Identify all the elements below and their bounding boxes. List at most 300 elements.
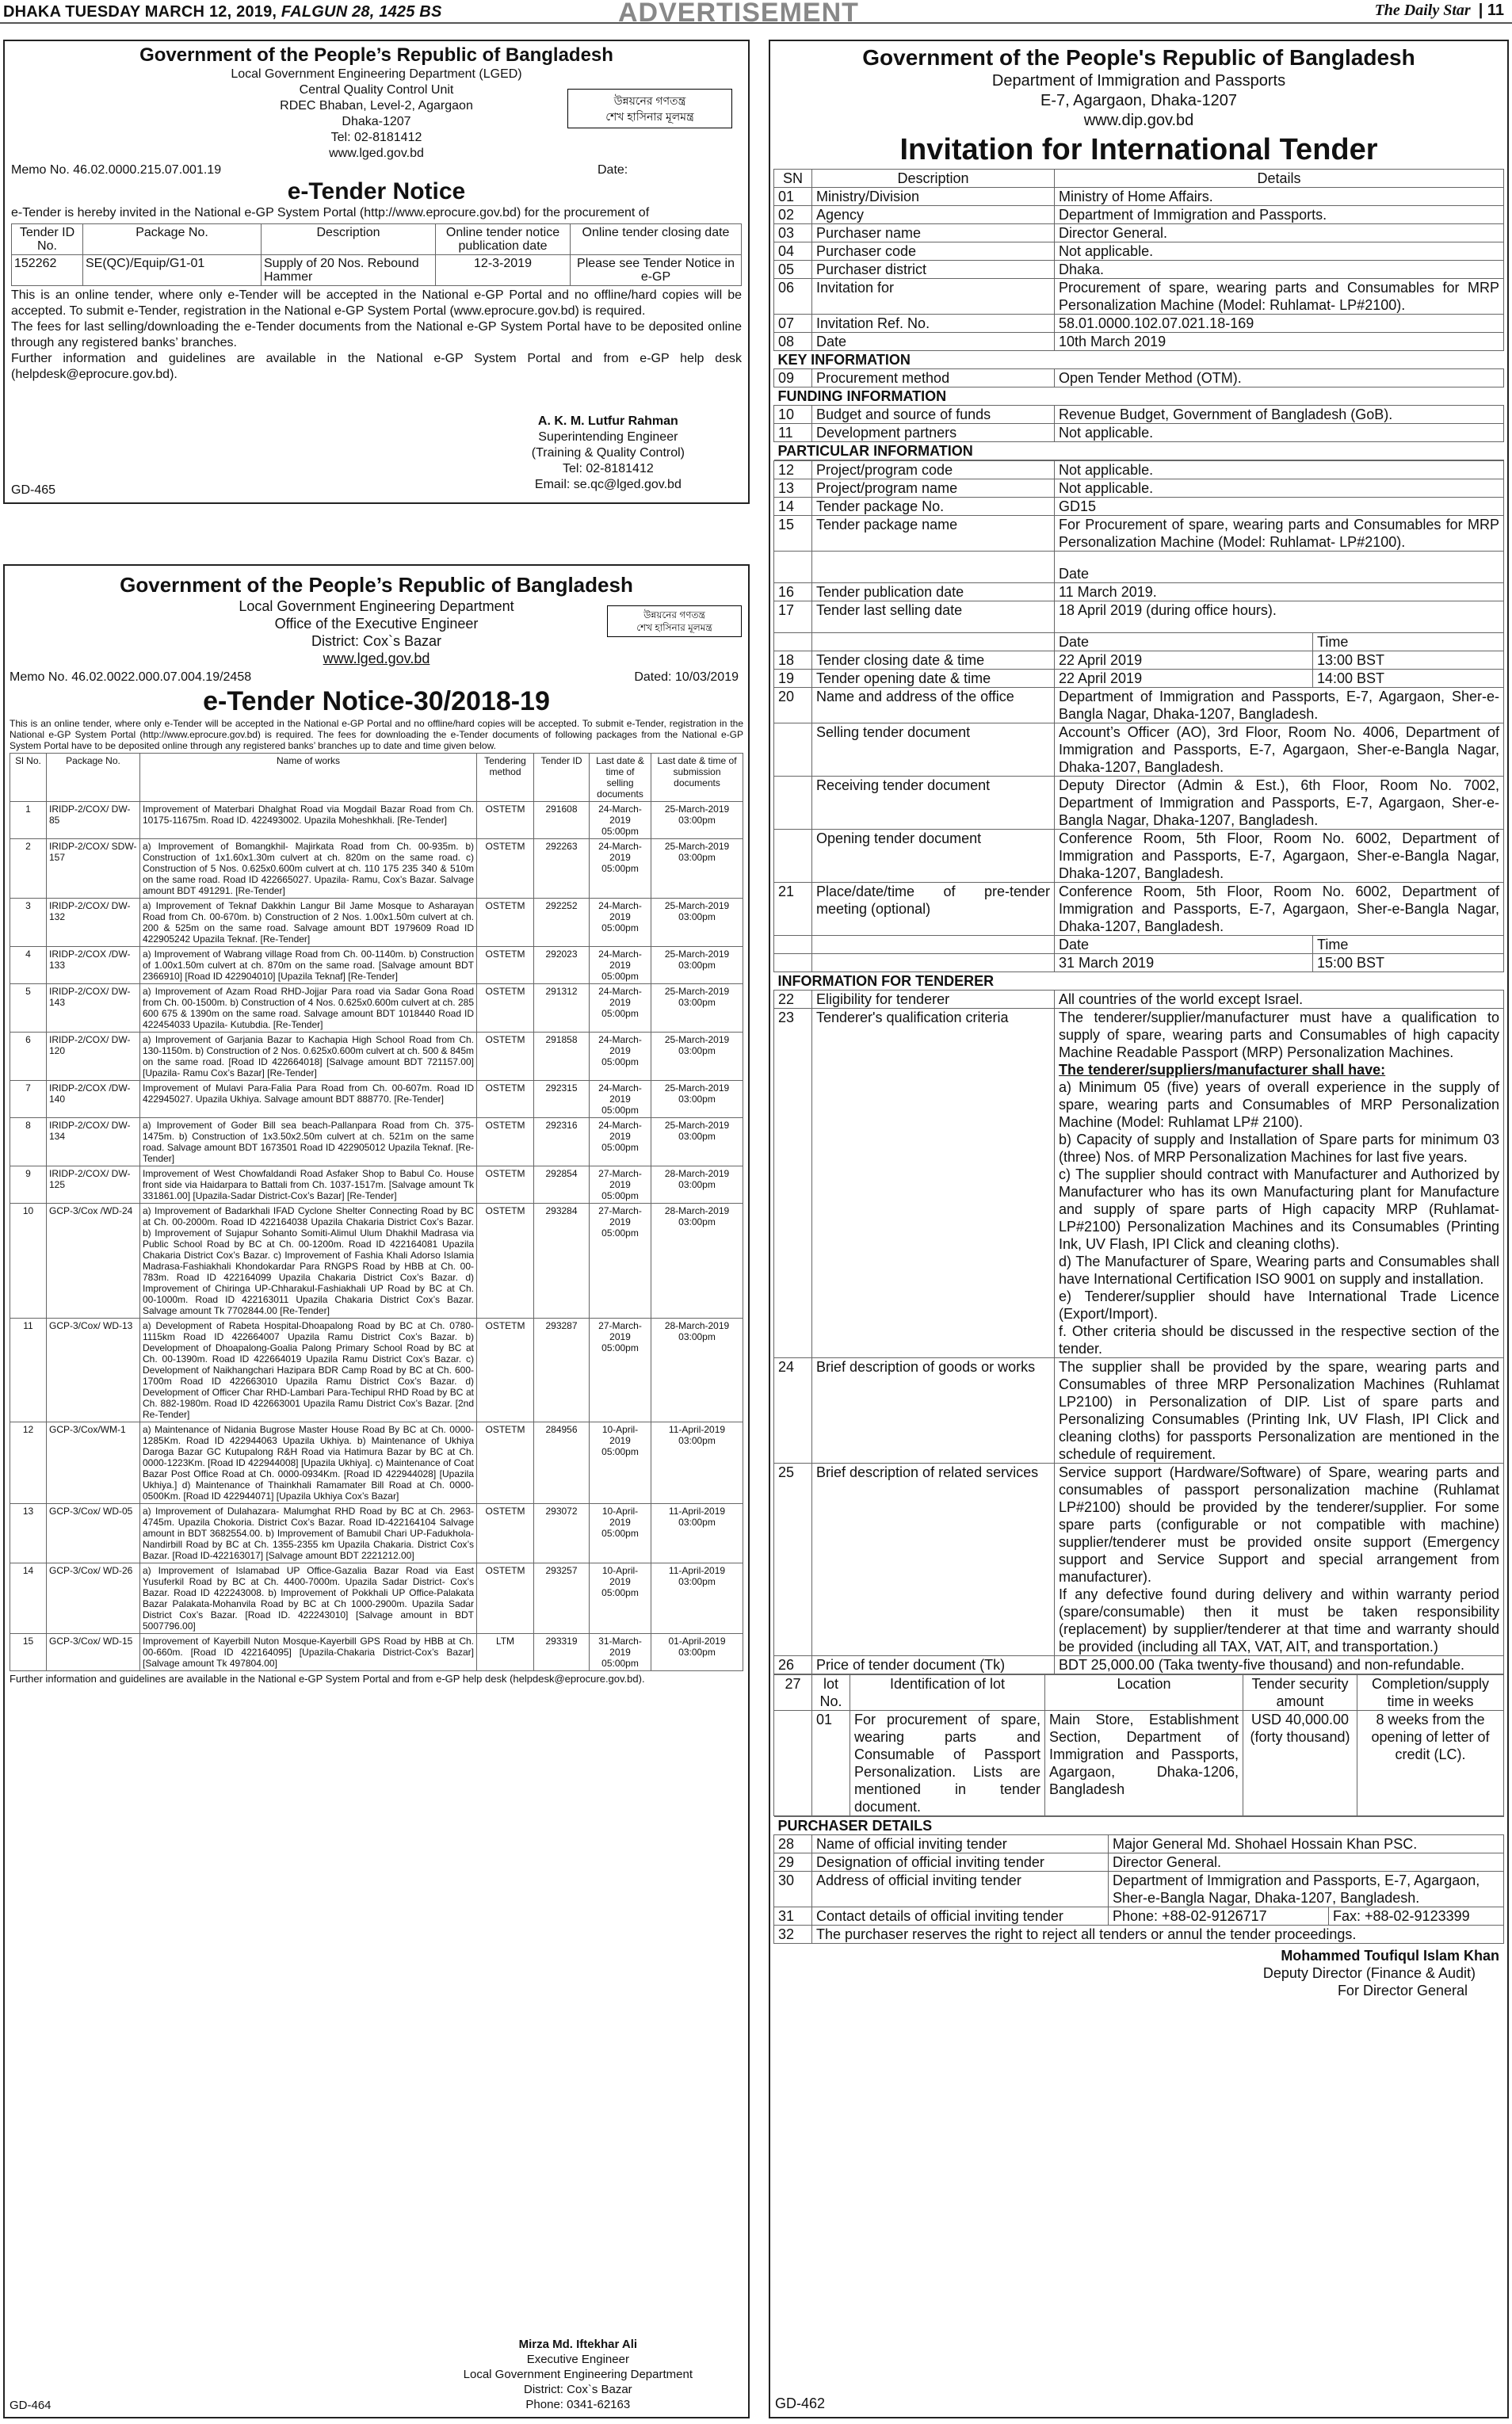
ad1-line: Tel: 02-8181412 xyxy=(330,131,422,144)
cell: 12 xyxy=(10,1422,47,1504)
ad3-address xyxy=(773,71,1504,131)
cell: 30 xyxy=(774,1872,812,1907)
cell: IRIDP-2/COX/ SDW-157 xyxy=(47,839,140,899)
cell: 03 xyxy=(774,224,812,242)
ad3-signature xyxy=(773,1947,1504,1999)
ad-lged-coxsbazar xyxy=(3,564,750,2418)
cell: Place/date/time of pre-tender meeting (optional) xyxy=(812,883,1055,936)
cell: Procurement method xyxy=(812,369,1055,387)
cell: Tender opening date & time xyxy=(812,670,1055,688)
works-cell: a) Improvement of Goder Bill sea beach-Pallanpara Road from Ch. 375-1475m. b) Construction of 1x3.50x2.50m culvert at ch. 521m on the same road. Salvage amount BDT 1673501 Road ID 422905012 Upazila Teknaf. [Re-Tender] xyxy=(140,1118,477,1166)
table-row xyxy=(10,1118,743,1166)
cell: Address of official inviting tender xyxy=(812,1872,1109,1907)
table-row xyxy=(10,1204,743,1319)
cell: 25-March-2019 03:00pm xyxy=(651,1118,743,1166)
cell: 29 xyxy=(774,1853,812,1872)
ad1-line: RDEC Bhaban, Level-2, Agargaon xyxy=(280,99,473,113)
ad3-line: Department of Immigration and Passports xyxy=(991,72,1286,90)
cell: 292854 xyxy=(534,1166,590,1204)
stamp-line: শেখ হাসিনার মূলমন্ত্র xyxy=(636,622,712,633)
cell: IRIDP-2/COX /DW- 133 xyxy=(47,947,140,984)
cell: 01 xyxy=(774,188,812,206)
cell: 01 xyxy=(812,1711,850,1816)
table-row xyxy=(10,1504,743,1563)
cell: 11 xyxy=(774,424,812,442)
cell: 293072 xyxy=(534,1504,590,1563)
table-row xyxy=(774,688,1504,723)
ad3-rows xyxy=(774,188,1504,351)
cell: Budget and source of funds xyxy=(812,406,1055,424)
cell: Director General. xyxy=(1109,1853,1504,1872)
criteria-heading: The tenderer/suppliers/manufacturer shall have: xyxy=(1059,1062,1386,1078)
works-cell: a) Improvement of Dulahazara- Malumghat RHD Road by BC at Ch. 2963-4745m. Upazila Chokoria. District Cox’s Bazar. Road ID-422164104 Salvage amount in BDT 3682554.00. b) Improvement of Bamubil Chari UP-Fadukhola-Nandirbill Road by BC at Ch. 1355-2355 km Upazila Chakaria. District Cox’s Bazar. [Road ID-422163017] [Salvage amount BDT 2221212.00] xyxy=(140,1504,477,1563)
ad1-paragraph: Further information and guidelines are available in the National e-GP System Portal and from e-GP help desk (helpdesk@eprocure.gov.bd). xyxy=(11,352,742,381)
paper-name: The Daily Star xyxy=(1374,2,1471,19)
cell xyxy=(1055,1009,1504,1358)
page-number: 11 xyxy=(1487,2,1504,19)
cell: IRIDP-2/COX/ DW- 143 xyxy=(47,984,140,1033)
header-date: DHAKA TUESDAY MARCH 12, 2019, xyxy=(3,3,277,21)
header-page: The Daily Star | 11 xyxy=(1374,2,1504,19)
cell: 11 March 2019. xyxy=(1055,583,1504,601)
cell: 07 xyxy=(774,315,812,333)
cell: 18 xyxy=(774,651,812,670)
section-title: KEY INFORMATION xyxy=(774,351,1504,369)
cell: 04 xyxy=(774,242,812,261)
table-row xyxy=(774,261,1504,279)
cell: OSTETM xyxy=(477,802,534,839)
cell: SE(QC)/Equip/G1-01 xyxy=(83,255,262,286)
table-row xyxy=(774,461,1504,479)
table-row xyxy=(774,883,1504,936)
cell: 24 xyxy=(774,1358,812,1464)
ad3-purchaser-table xyxy=(773,1816,1504,1944)
table-row xyxy=(774,954,1504,972)
cell: 292315 xyxy=(534,1081,590,1118)
ad2-title: Government of the People’s Republic of Bangladesh xyxy=(120,573,633,597)
header-date-bn: FALGUN 28, 1425 BS xyxy=(281,3,442,21)
ad2-heading: e-Tender Notice-30/2018-19 xyxy=(203,686,550,716)
cell: Not applicable. xyxy=(1055,479,1504,498)
ad3-line: E-7, Agargaon, Dhaka-1207 xyxy=(1040,92,1237,109)
cell: The purchaser reserves the right to reject all tenders or annul the tender proceedings. xyxy=(812,1926,1504,1944)
works-cell: a) Improvement of Garjania Bazar to Kachapia High School Road from Ch. 130-1150m. b) Construction of 2 Nos. 0.625x0.600m culvert at ch. 500 & 845m on the same road. [Road ID 422664018] [Salvage amount BDT 721157.00] [Upazila- Ramu Cox’s Bazar] [Re-Tender] xyxy=(140,1033,477,1081)
table-row xyxy=(10,984,743,1033)
cell: Department of Immigration and Passports. xyxy=(1055,206,1504,224)
cell: OSTETM xyxy=(477,839,534,899)
section-title: PARTICULAR INFORMATION xyxy=(774,442,1504,460)
works-cell: a) Improvement of Islamabad UP Office-Gazalia Bazar Road via East Yusuferkil Road by BC at Ch. 4400-7000m. Upazila Sadar District- Cox’s Bazar. Road ID 422243008. b) Improvement of Pokkhali UP Office-Palakata Bazar Palakata-Mohanvila Road by BC at Ch 1000-2900m. Upazila Sadar District Cox’s Bazar. [Road ID. 422243010] [Salvage amount in BDT 5007796.00] xyxy=(140,1563,477,1634)
cell: IRIDP-2/COX/ DW- 134 xyxy=(47,1118,140,1166)
cell: 28-March-2019 03:00pm xyxy=(651,1166,743,1204)
table-row xyxy=(774,498,1504,516)
ad-lged-qc xyxy=(3,40,750,504)
section-row xyxy=(774,387,1504,406)
cell: 10-April-2019 05:00pm xyxy=(590,1563,651,1634)
cell: Tender package name xyxy=(812,516,1055,552)
signer-email[interactable]: Email: se.qc@lged.gov.bd xyxy=(534,478,682,491)
table-row xyxy=(10,802,743,839)
cell: IRIDP-2/COX/ DW- 132 xyxy=(47,899,140,947)
works-cell: a) Improvement of Bomangkhil- Majirkata Road from Ch. 00-935m. b) Construction of 1x1.60x1.30m culvert at ch. 820m on the same road. c) Construction of 5 Nos. 0.625x0.600m culvert at ch. 110 175 235 340 & 510m on the same road. Road ID 422665027. Upazila- Ramu, Cox’s Bazar. Salvage amount BDT 491291. [Re-Tender] xyxy=(140,839,477,899)
table-row xyxy=(774,479,1504,498)
cell: 16 xyxy=(774,583,812,601)
criteria-item: a) Minimum 05 (five) years of overall experience in the supply of spare, wearing parts and Consumables of MRP Personalization Machine (Model: Ruhlamat LP# 2100). xyxy=(1059,1079,1499,1130)
cell: 5 xyxy=(10,984,47,1033)
table-row xyxy=(10,1422,743,1504)
cell: 152262 xyxy=(12,255,83,286)
cell: 22 April 2019 xyxy=(1055,651,1313,670)
cell: 12 xyxy=(774,461,812,479)
cell: 25-March-2019 03:00pm xyxy=(651,839,743,899)
table-row xyxy=(10,839,743,899)
col-header: Sl No. xyxy=(10,754,47,802)
cell: 27-March-2019 05:00pm xyxy=(590,1166,651,1204)
ad2-intro: This is an online tender, where only e-Tender will be accepted in the National e-GP Portal and no offline/hard copies will be accepted. To submit e-Tender, registration in the National e-GP System Portal (http://www.eprocure.gov.bd) is required. The fees for downloading the e-Tender documents of following packages from the National e-GP System Portal have to be deposited online through any registered banks’ branches up to date and time given below. xyxy=(10,718,743,751)
signer-name: Mohammed Toufiqul Islam Khan xyxy=(1281,1948,1499,1964)
table-row xyxy=(774,516,1504,552)
cell: 11-April-2019 03:00pm xyxy=(651,1563,743,1634)
cell: GCP-3/Cox/ WD-15 xyxy=(47,1634,140,1671)
cell: Tender last selling date xyxy=(812,601,1055,633)
cell: All countries of the world except Israel. xyxy=(1055,991,1504,1009)
table-row xyxy=(774,1656,1504,1674)
table-row xyxy=(774,1926,1504,1944)
works-cell: a) Improvement of Wabrang village Road from Ch. 00-1140m. b) Construction of 1.00x1.50m culvert at ch. 870m on the same road. [Salvage amount BDT 2366910] [Road ID 422904010] [Upazila Teknaf] [Re-Tender] xyxy=(140,947,477,984)
cell: Revenue Budget, Government of Bangladesh (GoB). xyxy=(1055,406,1504,424)
ad1-intro: e-Tender is hereby invited in the National e-GP System Portal (http://www.eprocure.gov.bd) for the procurement of xyxy=(11,206,650,219)
cell: 05 xyxy=(774,261,812,279)
table-row xyxy=(774,206,1504,224)
ad1-memo-row xyxy=(11,163,742,178)
cell xyxy=(774,1711,812,1816)
table-header xyxy=(10,754,743,802)
cell: Account’s Officer (AO), 3rd Floor, Room No. 4006, Department of Immigration and Passports, E-7, Agargaon, Sher-e-Bangla Nagar, Dhaka-1207, Bangladesh. xyxy=(1055,723,1504,777)
slogan-stamp xyxy=(567,89,732,128)
cell: Designation of official inviting tender xyxy=(812,1853,1109,1872)
cell: Price of tender document (Tk) xyxy=(812,1656,1055,1674)
cell: 293319 xyxy=(534,1634,590,1671)
cell: Selling tender document xyxy=(812,723,1055,777)
cell: 14 xyxy=(10,1563,47,1634)
cell: OSTETM xyxy=(477,1033,534,1081)
cell: Name and address of the office xyxy=(812,688,1055,723)
cell: 10 xyxy=(10,1204,47,1319)
table-row xyxy=(774,651,1504,670)
cell: GD15 xyxy=(1055,498,1504,516)
stamp-line: শেখ হাসিনার মূলমন্ত্র xyxy=(605,110,694,123)
cell: Project/program code xyxy=(812,461,1055,479)
cell: 28-March-2019 03:00pm xyxy=(651,1204,743,1319)
cell: 09 xyxy=(774,369,812,387)
cell xyxy=(774,633,812,651)
works-cell: Improvement of Materbari Dhalghat Road via Mogdail Bazar Road from Ch. 10175-11675m. Road ID. 422493002. Upazila Moheshkhali. [Re-Tender] xyxy=(140,802,477,839)
cell: 11-April-2019 03:00pm xyxy=(651,1504,743,1563)
criteria-item: d) The Manufacturer of Spare, Wearing parts and Consumables shall have International Certification ISO 9001 on supply and installation. xyxy=(1059,1254,1499,1287)
ad2-line: Office of the Executive Engineer xyxy=(274,616,479,632)
cell: 23 xyxy=(774,1009,812,1358)
ad1-date: Date: xyxy=(598,163,628,177)
cell: 3 xyxy=(10,899,47,947)
ad1-line: Central Quality Control Unit xyxy=(299,83,454,97)
cell: OSTETM xyxy=(477,899,534,947)
cell: 10-April-2019 05:00pm xyxy=(590,1504,651,1563)
cell: Ministry/Division xyxy=(812,188,1055,206)
cell: Tender publication date xyxy=(812,583,1055,601)
cell: 284956 xyxy=(534,1422,590,1504)
cell: Department of Immigration and Passports, E-7, Agargaon, Sher-e-Bangla Nagar, Dhaka-1207, Bangladesh. xyxy=(1055,688,1504,723)
service-text: Service support (Hardware/Software) of Spare, wearing parts and consumables of passport personalization machine (Ruhlamat LP#2100) should be provided by the tenderer/supplier. For some spare parts (configurable or not compatible with machine) supplier/tenderer must be provided onsite support (Emergency support and Service Support and special arrangement from manufacturer). xyxy=(1059,1464,1499,1585)
ad1-paragraph: This is an online tender, where only e-Tender will be accepted in the National e-GP Portal and no offline/hard copies will be accepted. To submit e-Tender, registration in the National e-GP System Portal (www.eprocure.gov.bd) is required. xyxy=(11,288,742,318)
cell: 31-March-2019 05:00pm xyxy=(590,1634,651,1671)
cell: OSTETM xyxy=(477,947,534,984)
cell: 291312 xyxy=(534,984,590,1033)
cell: 32 xyxy=(774,1926,812,1944)
section-title: PURCHASER DETAILS xyxy=(774,1817,1504,1835)
cell: 08 xyxy=(774,333,812,351)
cell: 01-April-2019 03:00pm xyxy=(651,1634,743,1671)
stamp-line: উন্নয়নের গণতন্ত্র xyxy=(613,94,686,107)
table-row xyxy=(774,188,1504,206)
table-row xyxy=(774,552,1504,583)
cell: Brief description of related services xyxy=(812,1464,1055,1656)
cell: Dhaka. xyxy=(1055,261,1504,279)
cell: 8 xyxy=(10,1118,47,1166)
cell: Receiving tender document xyxy=(812,777,1055,830)
cell: USD 40,000.00 (forty thousand) xyxy=(1243,1711,1357,1816)
cell: OSTETM xyxy=(477,1204,534,1319)
ad1-paragraph: The fees for last selling/downloading the e-Tender documents from the National e-GP System Portal have to be deposited online through any registered banks’ branches. xyxy=(11,320,742,349)
cell: 13 xyxy=(10,1504,47,1563)
ad1-table xyxy=(11,223,742,286)
table-row xyxy=(774,601,1504,633)
cell: 24-March-2019 05:00pm xyxy=(590,984,651,1033)
cell: 19 xyxy=(774,670,812,688)
cell xyxy=(812,936,1055,954)
cell: OSTETM xyxy=(477,1563,534,1634)
criteria-item: f. Other criteria should be discussed in the respective section of the tender. xyxy=(1059,1323,1499,1357)
cell: IRIDP-2/COX/ DW-125 xyxy=(47,1166,140,1204)
cell: Major General Md. Shohael Hossain Khan PSC. xyxy=(1109,1835,1504,1853)
cell: 292263 xyxy=(534,839,590,899)
cell: Development partners xyxy=(812,424,1055,442)
table-row xyxy=(10,899,743,947)
signer-name: A. K. M. Lutfur Rahman xyxy=(537,414,678,428)
cell: 25 xyxy=(774,1464,812,1656)
table-row xyxy=(774,1907,1504,1926)
cell: Date xyxy=(1055,633,1313,651)
col-header: Completion/supply time in weeks xyxy=(1357,1675,1504,1711)
criteria-item: e) Tenderer/supplier should have International Trade Licence (Export/Import). xyxy=(1059,1288,1499,1322)
cell: Eligibility for tenderer xyxy=(812,991,1055,1009)
works-cell: a) Improvement of Badarkhali IFAD Cyclone Shelter Connecting Road by BC at Ch. 00-2000m. Road ID 422164038 Upazila Chakaria District Cox’s Bazar. b) Improvement of Sujapur Sohanto Somiti-Alimul Ulum Dhakhil Madrasa via Public School Road by BC at Ch. 00-1200m. Road ID 422164081 Upazila Chakaria District Cox’s Bazar. c) Improvement of Fashia Khali Adorso Islamia Madrasa-Fashiakhali Khondokardar Para RNGPS Road by HBB at Ch. 00-783m. Road ID 422164099 Upazila Chakaria District Cox’s Bazar. d) Improvement of Chiringa UP-Chharakul-Fashiakhali UP Road by BC at Ch. 00-1000m. Road ID 422163011 Upazila Chakaria District Cox’s Bazar. Salvage amount Tk 7702844.00 [Re-Tender] xyxy=(140,1204,477,1319)
cell: Main Store, Establishment Section, Department of Immigration and Passports, Agargaon, Dhaka-1206, Bangladesh xyxy=(1045,1711,1243,1816)
ad2-website[interactable]: www.lged.gov.bd xyxy=(323,651,430,666)
table-header xyxy=(12,224,742,255)
cell: 24-March-2019 05:00pm xyxy=(590,1081,651,1118)
section-title: FUNDING INFORMATION xyxy=(774,387,1504,406)
cell: 17 xyxy=(774,601,812,633)
ad2-line: Local Government Engineering Department xyxy=(239,598,514,614)
col-header: Tender security amount xyxy=(1243,1675,1357,1711)
cell: Not applicable. xyxy=(1055,242,1504,261)
works-cell: a) Improvement of Azam Road RHD-Jojjar Para road via Sadar Gona Road from Ch. 00-1500m. b) Construction of 4 Nos. 0.625x0.600m culvert at ch. 285 600 675 & 1390m on the same road. Salvage amount BDT 1018440 Road ID 422454033 Upazila- Kutubdia. [Re-Tender] xyxy=(140,984,477,1033)
cell: 31 March 2019 xyxy=(1055,954,1313,972)
ad1-line: Local Government Engineering Department (LGED) xyxy=(231,67,522,81)
cell: 06 xyxy=(774,279,812,315)
header-dateline xyxy=(3,3,442,21)
cell: 15:00 BST xyxy=(1313,954,1504,972)
ad1-website[interactable]: www.lged.gov.bd xyxy=(329,147,424,160)
service-text: If any defective found during delivery and within warranty period (spare/consumable) then it must be taken responsibility (replacement) by supplier/tenderer at that time and warranty should be provided (including all TAX, VAT, AIT, and transportation.) xyxy=(1059,1586,1499,1655)
cell: 13 xyxy=(774,479,812,498)
cell: GCP-3/Cox /WD-24 xyxy=(47,1204,140,1319)
cell: Ministry of Home Affairs. xyxy=(1055,188,1504,206)
cell: IRIDP-2/COX /DW- 140 xyxy=(47,1081,140,1118)
works-cell: a) Maintenance of Nidania Bugrose Master House Road By BC at Ch. 0000-1285Km. Road ID 422944063 Upazila Ukhiya. b) Maintenance of Ukhiya Daroga Bazar GC Kutupalong R&H Road via Hatimura Bazar by BC at Ch. 0000-1223Km. [Road ID 422944008] [Upazila Ukhiya]. c) Maintenance of Coat Bazar Post Office Road at Ch. 0000-0934Km. [Road ID 422944028] [Upazila Ukhiya.] d) Maintenance of Thainkhali Ramamater Bill Road at Ch. 0000-0500Km. [Road ID 422944071] [Upazila Ukhiya Cox’s Bazar] xyxy=(140,1422,477,1504)
ad1-body xyxy=(11,288,742,383)
cell: 25-March-2019 03:00pm xyxy=(651,984,743,1033)
cell: Date xyxy=(1055,936,1313,954)
cell: 14:00 BST xyxy=(1313,670,1504,688)
cell xyxy=(812,552,1055,583)
table-row xyxy=(774,991,1504,1009)
ad2-code: GD-464 xyxy=(10,2399,52,2412)
table-row xyxy=(10,1033,743,1081)
cell: Conference Room, 5th Floor, Room No. 6002, Department of Immigration and Passports, E-7, Agargaon, Sher-e-Bangla Nagar, Dhaka-1207, Bangladesh. xyxy=(1055,830,1504,883)
col-header: Package No. xyxy=(47,754,140,802)
signer-line: (Training & Quality Control) xyxy=(531,446,685,460)
table-row xyxy=(10,1166,743,1204)
cell: 10th March 2019 xyxy=(1055,333,1504,351)
cell: 27-March-2019 05:00pm xyxy=(590,1319,651,1422)
cell: 25-March-2019 03:00pm xyxy=(651,802,743,839)
ad2-further: Further information and guidelines are available in the National e-GP System Portal and from e-GP help desk (helpdesk@eprocure.gov.bd). xyxy=(10,1673,645,1685)
table-row xyxy=(774,1853,1504,1872)
cell: GCP-3/Cox/ WD-26 xyxy=(47,1563,140,1634)
cell: 24-March-2019 05:00pm xyxy=(590,899,651,947)
cell: Conference Room, 5th Floor, Room No. 6002, Department of Immigration and Passports, E-7, Agargaon, Sher-e-Bangla Nagar, Dhaka-1207, Bangladesh. xyxy=(1055,883,1504,936)
ad3-table xyxy=(773,169,1504,460)
col-header: SN xyxy=(774,170,812,188)
cell: 02 xyxy=(774,206,812,224)
ad3-website[interactable]: www.dip.gov.bd xyxy=(1083,112,1194,129)
cell xyxy=(812,633,1055,651)
cell: Time xyxy=(1313,633,1504,651)
cell: Agency xyxy=(812,206,1055,224)
cell: 293287 xyxy=(534,1319,590,1422)
cell: Phone: +88-02-9126717 xyxy=(1109,1907,1329,1926)
cell xyxy=(774,954,812,972)
cell: 28-March-2019 03:00pm xyxy=(651,1319,743,1422)
cell: OSTETM xyxy=(477,1081,534,1118)
cell: 15 xyxy=(774,516,812,552)
cell xyxy=(774,552,812,583)
section-row xyxy=(774,442,1504,460)
ad2-line: District: Cox`s Bazar xyxy=(311,633,442,649)
cell: GCP-3/Cox/ WD-05 xyxy=(47,1504,140,1563)
works-cell: Improvement of Mulavi Para-Falia Para Road from Ch. 00-607m. Road ID 422945027. Upazila Ukhiya. Salvage amount BDT 888770. [Re-Tender] xyxy=(140,1081,477,1118)
col-header: 27 xyxy=(774,1675,812,1711)
cell: 20 xyxy=(774,688,812,723)
cell: 291608 xyxy=(534,802,590,839)
table-row xyxy=(774,633,1504,651)
cell: 24-March-2019 05:00pm xyxy=(590,1033,651,1081)
table-row xyxy=(774,1009,1504,1358)
works-cell: Improvement of West Chowfaldandi Road Asfaker Shop to Babul Co. House front side via Haidarpara to Battali from Ch. 1037-1517m. [Salvage amount Tk 331861.00] [Upazila-Sadar District-Cox’s Bazar] [Re-Tender] xyxy=(140,1166,477,1204)
col-header: Online tender closing date xyxy=(571,224,742,255)
cell: 24-March-2019 05:00pm xyxy=(590,1118,651,1166)
cell: 13:00 BST xyxy=(1313,651,1504,670)
cell: Director General. xyxy=(1055,224,1504,242)
table-row xyxy=(774,777,1504,830)
works-cell: a) Improvement of Teknaf Dakkhin Langur Bil Jame Mosque to Asharayan Road from Ch. 00-670m. b) Construction of 2 Nos. 1.00x1.50m culvert at ch. 200 & 525m on the same road. Salvage amount BDT 1979609 Road ID 422905242 Upazila Teknaf. [Re-Tender] xyxy=(140,899,477,947)
col-header: Details xyxy=(1055,170,1504,188)
table-header xyxy=(774,170,1504,188)
cell: Department of Immigration and Passports, E-7, Agargaon, Sher-e-Bangla Nagar, Dhaka-1207, Bangladesh. xyxy=(1109,1872,1504,1907)
cell: Procurement of spare, wearing parts and Consumables for MRP Personalization Machine (Model: Ruhlamat- LP#2100). xyxy=(1055,279,1504,315)
table-row xyxy=(774,1464,1504,1656)
cell: 8 weeks from the opening of letter of credit (LC). xyxy=(1357,1711,1504,1816)
cell: IRIDP-2/COX/ DW-120 xyxy=(47,1033,140,1081)
col-header: Description xyxy=(812,170,1055,188)
criteria-item: b) Capacity of supply and Installation of Spare parts for minimum 03 (three) Nos. of MRP Personalization Machines for last five years. xyxy=(1059,1132,1499,1165)
signer-line: District: Cox`s Bazar xyxy=(523,2383,632,2396)
cell: 292023 xyxy=(534,947,590,984)
cell: 24-March-2019 05:00pm xyxy=(590,839,651,899)
signer-line: Tel: 02-8181412 xyxy=(562,462,654,475)
cell: For procurement of spare, wearing parts and Consumable of Passport Personalization. Lists are mentioned in tender document. xyxy=(850,1711,1045,1816)
cell xyxy=(1055,1464,1504,1656)
cell xyxy=(774,777,812,830)
cell: OSTETM xyxy=(477,1118,534,1166)
works-cell: Improvement of Kayerbill Nuton Mosque-Kayerbill GPS Road by HBB at Ch. 00-660m. [Road ID 422164095] [Upazila-Chakaria District-Cox’s Bazar] [Salvage amount Tk 497804.00] xyxy=(140,1634,477,1671)
ad3-heading: Invitation for International Tender xyxy=(899,133,1378,166)
header-section: ADVERTISEMENT xyxy=(618,0,859,28)
table-row xyxy=(774,1358,1504,1464)
col-header: Tender ID xyxy=(534,754,590,802)
cell: GCP-3/Cox/ WD-13 xyxy=(47,1319,140,1422)
ad1-signature xyxy=(532,414,685,493)
cell: 27-March-2019 05:00pm xyxy=(590,1204,651,1319)
table-row xyxy=(10,1081,743,1118)
table-row xyxy=(774,333,1504,351)
col-header: Package No. xyxy=(83,224,262,255)
cell: 25-March-2019 03:00pm xyxy=(651,947,743,984)
col-header: Online tender notice publication date xyxy=(436,224,571,255)
criteria-item: c) The supplier should contract with Manufacturer and Authorized by Manufacturer who has its own Manufacturing plant for Manufacture and supply of spare parts of High capacity MRP (Ruhlamat- LP#2100) Personalization Machines and its Consumables (Printing Ink, UV Flash, IPI Click and cleaning cloths). xyxy=(1059,1166,1499,1252)
cell: OSTETM xyxy=(477,1319,534,1422)
newspaper-header xyxy=(0,0,1512,28)
cell: IRIDP-2/COX/ DW- 85 xyxy=(47,802,140,839)
ad1-code: GD-465 xyxy=(11,483,56,497)
table-row xyxy=(774,224,1504,242)
cell: 21 xyxy=(774,883,812,936)
ad3-lot-table xyxy=(773,1674,1504,1816)
signer-name: Mirza Md. Iftekhar Ali xyxy=(518,2338,638,2351)
ad-dip-tender xyxy=(769,40,1509,2418)
table-row xyxy=(774,242,1504,261)
cell: 28 xyxy=(774,1835,812,1853)
cell: 11-April-2019 03:00pm xyxy=(651,1422,743,1504)
cell: LTM xyxy=(477,1634,534,1671)
cell: 26 xyxy=(774,1656,812,1674)
cell: 292316 xyxy=(534,1118,590,1166)
cell: 31 xyxy=(774,1907,812,1926)
table-row xyxy=(774,369,1504,387)
cell: Tender closing date & time xyxy=(812,651,1055,670)
cell: Supply of 20 Nos. Rebound Hammer xyxy=(262,255,436,286)
